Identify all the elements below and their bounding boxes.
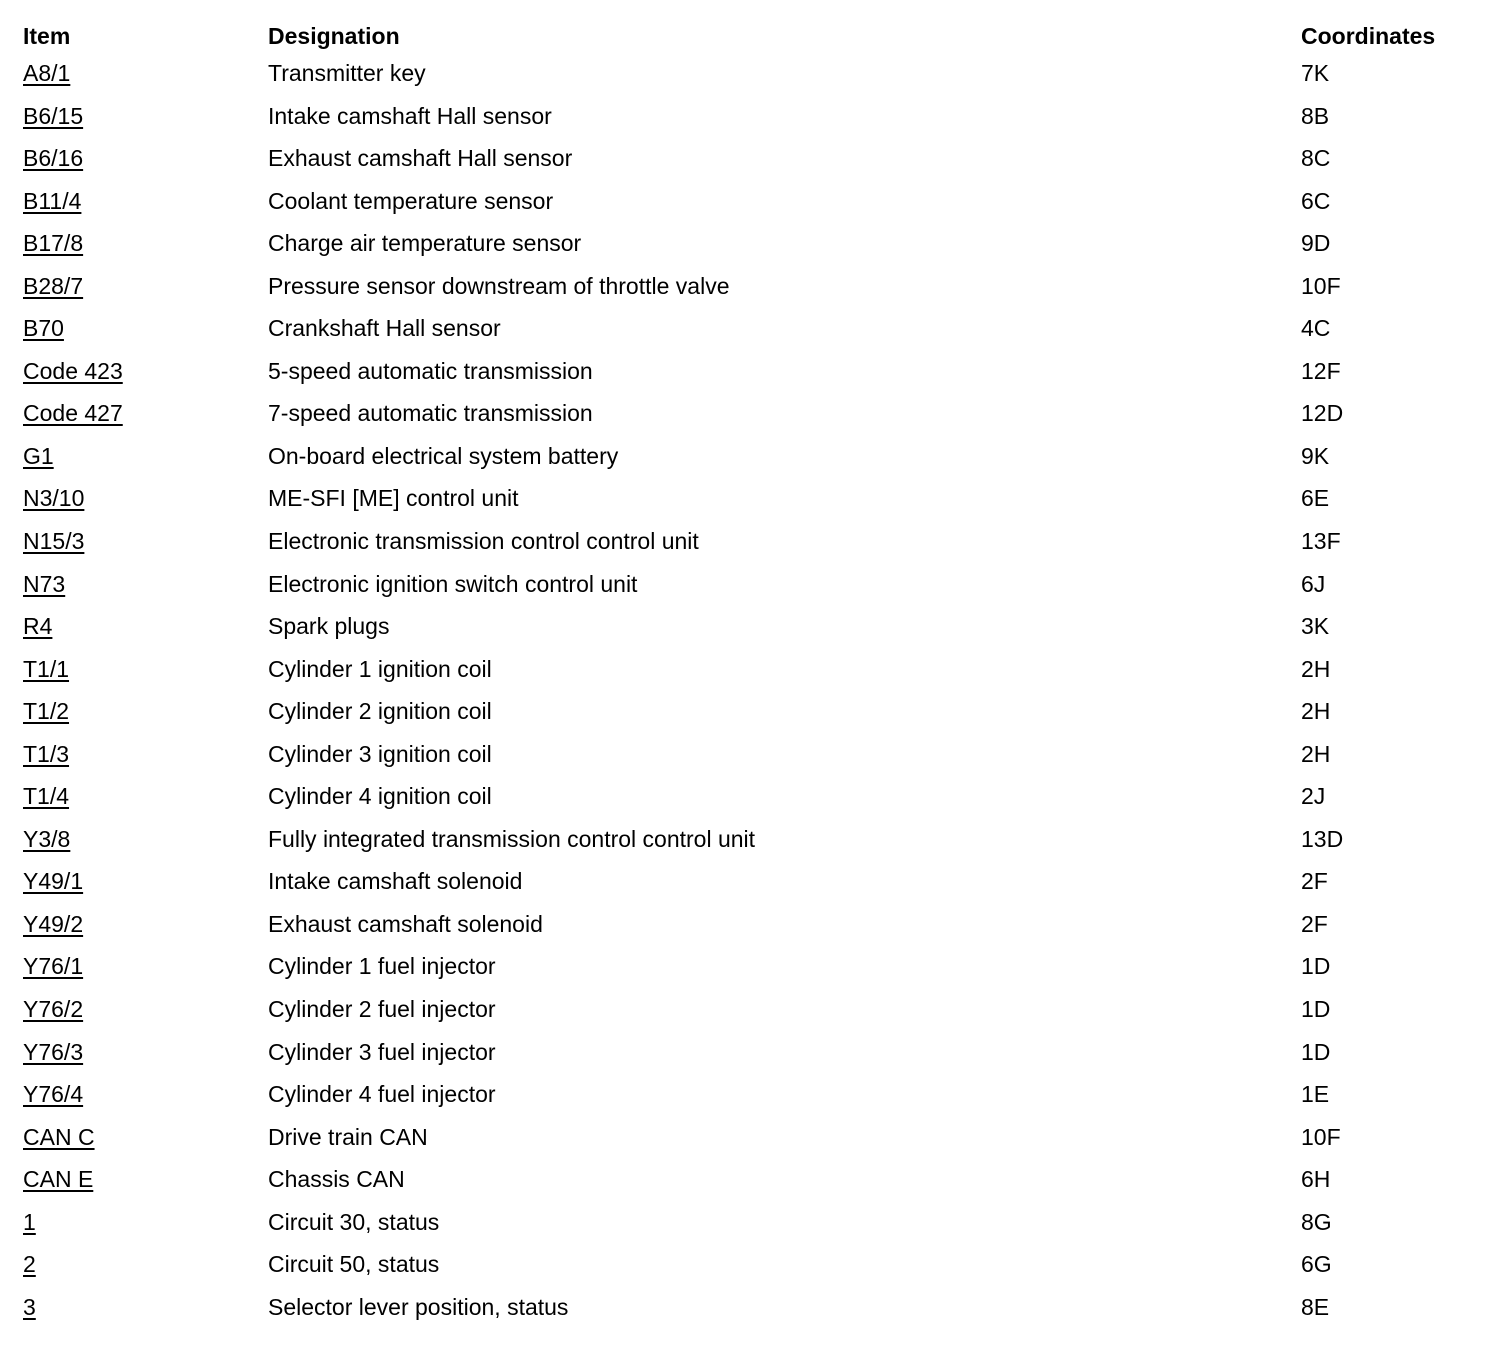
table-row (0, 633, 1504, 682)
coordinates-text: 6E (1301, 485, 1330, 512)
table-row (0, 590, 1504, 640)
table-row (0, 122, 1504, 172)
table-row (0, 462, 1504, 512)
table-header-row (0, 0, 1504, 49)
designation-text: Electronic transmission control control unit (268, 528, 699, 555)
item-link[interactable]: Y49/1 (23, 868, 84, 895)
item-link[interactable]: Y76/4 (23, 1081, 84, 1108)
item-link[interactable]: CAN C (23, 1123, 95, 1150)
designation-text: Exhaust camshaft solenoid (268, 910, 543, 937)
item-link[interactable]: CAN E (23, 1166, 94, 1193)
coordinates-text: 10F (1301, 272, 1341, 299)
table-row (0, 335, 1504, 384)
item-link[interactable]: Y76/1 (23, 953, 84, 980)
coordinates-text: 6G (1301, 1251, 1332, 1278)
designation-text: Transmitter key (268, 60, 426, 86)
table-row (0, 888, 1504, 937)
header-item: Item (23, 23, 71, 49)
item-link[interactable]: N73 (23, 570, 66, 597)
item-link[interactable]: 1 (23, 1208, 36, 1235)
coordinates-text: 3K (1301, 613, 1330, 640)
designation-text: Chassis CAN (268, 1166, 405, 1193)
table-body (0, 37, 1504, 1320)
table-row (0, 1058, 1504, 1108)
item-link[interactable]: Y76/3 (23, 1038, 84, 1065)
designation-text: Cylinder 3 fuel injector (268, 1038, 496, 1065)
coordinates-text: 10F (1301, 1123, 1341, 1150)
coordinates-text: 8B (1301, 102, 1330, 129)
coordinates-text: 2F (1301, 868, 1328, 895)
coordinates-text: 2H (1301, 740, 1331, 767)
item-link[interactable]: Y49/2 (23, 910, 84, 937)
designation-text: Circuit 50, status (268, 1251, 440, 1278)
coordinates-text: 2H (1301, 655, 1331, 682)
table-row (0, 1186, 1504, 1235)
designation-text: Cylinder 3 ignition coil (268, 740, 492, 767)
coordinates-text: 8G (1301, 1208, 1332, 1235)
table-row (0, 548, 1504, 597)
table-row (0, 165, 1504, 214)
designation-text: Fully integrated transmission control control unit (268, 825, 756, 852)
designation-text: On-board electrical system battery (268, 442, 619, 469)
designation-text: Crankshaft Hall sensor (268, 315, 501, 342)
item-link[interactable]: B6/15 (23, 102, 84, 129)
item-link[interactable]: A8/1 (23, 60, 71, 86)
table-row (0, 675, 1504, 725)
table-row (0, 760, 1504, 810)
coordinates-text: 9D (1301, 230, 1331, 257)
designation-text: Exhaust camshaft Hall sensor (268, 145, 573, 172)
designation-text: Cylinder 1 ignition coil (268, 655, 492, 682)
coordinates-text: 1E (1301, 1081, 1330, 1108)
coordinates-text: 6H (1301, 1166, 1331, 1193)
designation-text: Drive train CAN (268, 1123, 428, 1150)
designation-text: Cylinder 4 ignition coil (268, 783, 492, 810)
designation-text: 5-speed automatic transmission (268, 357, 593, 384)
designation-text: 7-speed automatic transmission (268, 400, 593, 427)
coordinates-text: 12F (1301, 357, 1341, 384)
designation-text: Electronic ignition switch control unit (268, 570, 638, 597)
item-link[interactable]: Code 423 (23, 357, 123, 384)
designation-text: Cylinder 2 ignition coil (268, 698, 492, 725)
table-row (0, 1228, 1504, 1278)
table-row (0, 1016, 1504, 1065)
table-row (0, 250, 1504, 299)
coordinates-text: 12D (1301, 400, 1344, 427)
table-row (0, 1271, 1504, 1320)
designation-text: Charge air temperature sensor (268, 230, 582, 257)
coordinates-text: 13F (1301, 528, 1341, 555)
designation-text: Cylinder 2 fuel injector (268, 996, 496, 1023)
table-row (0, 377, 1504, 427)
designation-text: Spark plugs (268, 613, 390, 640)
item-link[interactable]: B11/4 (23, 187, 82, 214)
table-row (0, 973, 1504, 1023)
item-link[interactable]: B6/16 (23, 145, 84, 172)
table-row (0, 1101, 1504, 1150)
coordinates-text: 1D (1301, 1038, 1331, 1065)
coordinates-text: 2J (1301, 783, 1326, 810)
item-link[interactable]: 3 (23, 1293, 36, 1320)
table-row (0, 292, 1504, 342)
coordinates-text: 6J (1301, 570, 1326, 597)
designation-text: Intake camshaft solenoid (268, 868, 523, 895)
item-link[interactable]: T1/2 (23, 698, 70, 725)
designation-text: Cylinder 1 fuel injector (268, 953, 496, 980)
coordinates-text: 4C (1301, 315, 1331, 342)
item-link[interactable]: N15/3 (23, 528, 85, 555)
table-row (0, 803, 1504, 852)
coordinates-text: 7K (1301, 60, 1330, 86)
item-link[interactable]: T1/1 (23, 655, 70, 682)
designation-text: ME-SFI [ME] control unit (268, 485, 519, 512)
table-row (0, 930, 1504, 980)
item-link[interactable]: N3/10 (23, 485, 85, 512)
item-link[interactable]: B28/7 (23, 272, 84, 299)
item-link[interactable]: B70 (23, 315, 64, 342)
coordinates-text: 9K (1301, 442, 1330, 469)
designation-text: Cylinder 4 fuel injector (268, 1081, 496, 1108)
coordinates-text: 8E (1301, 1293, 1330, 1320)
item-link[interactable]: Y76/2 (23, 996, 84, 1023)
table-row (0, 37, 1504, 86)
item-link[interactable]: R4 (23, 613, 53, 640)
table-row (0, 207, 1504, 257)
coordinates-text: 2F (1301, 910, 1328, 937)
item-link[interactable]: T1/4 (23, 783, 70, 810)
coordinates-text: 6C (1301, 187, 1331, 214)
coordinates-text: 13D (1301, 825, 1344, 852)
designation-text: Pressure sensor downstream of throttle valve (268, 272, 730, 299)
coordinates-text: 1D (1301, 996, 1331, 1023)
table-row (0, 505, 1504, 555)
table-row (0, 718, 1504, 767)
designation-text: Selector lever position, status (268, 1293, 569, 1320)
designation-text: Circuit 30, status (268, 1208, 440, 1235)
table-row (0, 80, 1504, 129)
designation-text: Coolant temperature sensor (268, 187, 554, 214)
item-link[interactable]: B17/8 (23, 230, 84, 257)
item-link[interactable]: 2 (23, 1251, 36, 1278)
table-row (0, 420, 1504, 469)
item-link[interactable]: Y3/8 (23, 825, 71, 852)
coordinates-text: 2H (1301, 698, 1331, 725)
table-row (0, 1143, 1504, 1193)
item-link[interactable]: T1/3 (23, 740, 70, 767)
table-row (0, 845, 1504, 895)
item-link[interactable]: G1 (23, 442, 54, 469)
coordinates-text: 8C (1301, 145, 1331, 172)
designation-text: Intake camshaft Hall sensor (268, 102, 552, 129)
header-designation: Designation (268, 23, 400, 49)
coordinates-text: 1D (1301, 953, 1331, 980)
header-coordinates: Coordinates (1301, 23, 1436, 49)
legend-table (0, 0, 1504, 49)
item-link[interactable]: Code 427 (23, 400, 123, 427)
